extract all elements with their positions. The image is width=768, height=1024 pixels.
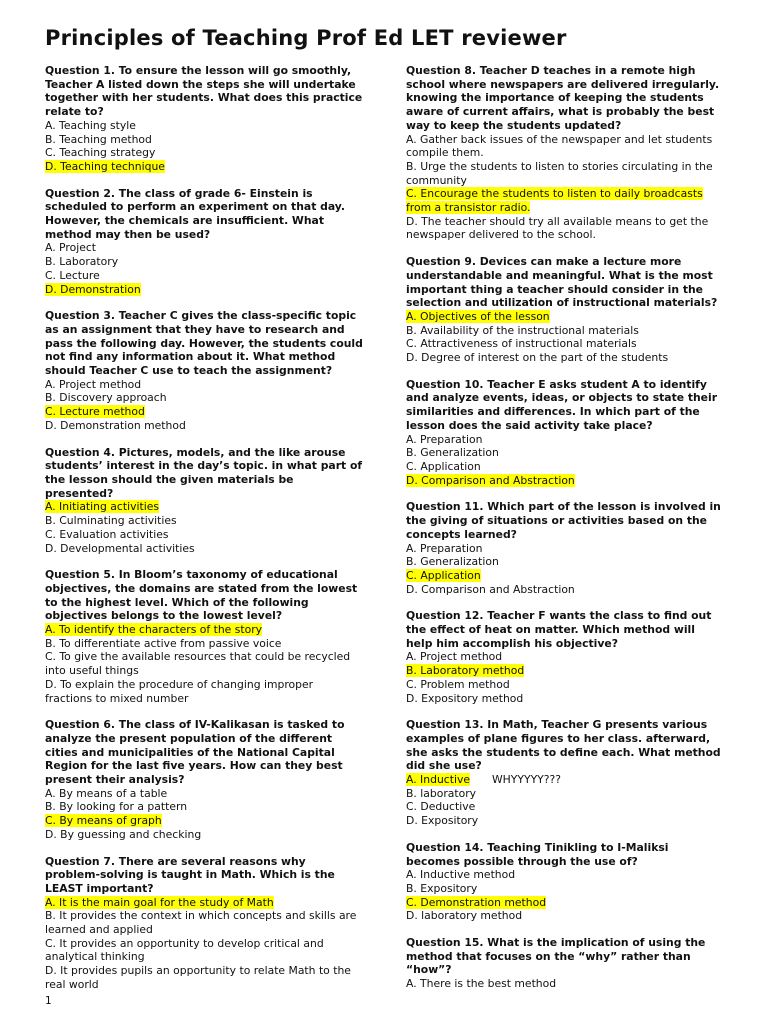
question-block — [45, 855, 363, 992]
answer-option — [406, 814, 724, 828]
handwritten-note: WHYYYYY??? — [492, 773, 561, 787]
option-text: D. By guessing and checking — [45, 827, 202, 841]
question-block — [45, 309, 363, 432]
answer-option — [406, 215, 724, 242]
question-block — [45, 568, 363, 705]
answer-option — [45, 650, 363, 677]
option-text: A. By means of a table — [45, 786, 168, 800]
option-text: A. Teaching style — [45, 118, 136, 132]
option-text: A. Preparation — [406, 432, 483, 446]
question-block — [406, 841, 724, 923]
highlighted-answer-option — [406, 569, 724, 583]
page-number: 1 — [45, 995, 52, 1007]
answer-option — [45, 909, 363, 936]
option-text: B. Urge the students to listen to stories circulating in the community — [406, 159, 713, 187]
answer-option — [406, 324, 724, 338]
option-text: C. Deductive — [406, 800, 476, 814]
option-text: C. Demonstration method — [406, 895, 547, 909]
option-text: A. Initiating activities — [45, 500, 159, 514]
option-text: C. Encourage the students to listen to daily broadcasts from a transistor radio. — [406, 187, 703, 215]
highlighted-answer-option — [45, 623, 363, 637]
option-text: D. Developmental activities — [45, 541, 195, 555]
question-stem: Question 7. There are several reasons why problem-solving is taught in Math. Which is the LEAST important? — [45, 854, 335, 895]
option-text: C. To give the available resources that could be recycled into useful things — [45, 650, 351, 678]
option-text: A. Project method — [406, 650, 503, 664]
option-text: B. Laboratory — [45, 255, 119, 269]
highlighted-answer-option — [406, 664, 724, 678]
question-block — [406, 64, 724, 242]
option-text: B. Culminating activities — [45, 514, 177, 528]
option-text: D. Demonstration method — [45, 418, 186, 432]
question-stem: Question 14. Teaching Tinikling to I-Maliksi becomes possible through the use of? — [406, 840, 669, 868]
option-text: B. Teaching method — [45, 132, 152, 146]
question-block — [45, 64, 363, 174]
answer-option — [45, 419, 363, 433]
option-text: C. Problem method — [406, 677, 510, 691]
answer-option — [406, 446, 724, 460]
answer-option — [406, 542, 724, 556]
option-text: B. Expository — [406, 881, 478, 895]
option-text: C. Teaching strategy — [45, 146, 156, 160]
page-title: Principles of Teaching Prof Ed LET reviewer — [45, 26, 567, 50]
answer-option — [45, 787, 363, 801]
option-text: A. Project method — [45, 377, 142, 391]
option-text: D. To explain the procedure of changing improper fractions to mixed number — [45, 677, 314, 705]
answer-option — [45, 269, 363, 283]
question-stem: Question 5. In Bloom’s taxonomy of educational objectives, the domains are stated from the lowest to the highest level. Which of the following objectives belongs to the lowest level? — [45, 568, 358, 623]
answer-option — [45, 514, 363, 528]
question-block — [406, 378, 724, 488]
option-text: D. Teaching technique — [45, 159, 165, 173]
answer-option — [45, 391, 363, 405]
option-text: D. It provides pupils an opportunity to relate Math to the real world — [45, 964, 351, 991]
answer-option — [406, 351, 724, 365]
option-text: C. Lecture — [45, 268, 100, 282]
question-stem: Question 3. Teacher C gives the class-specific topic as an assignment that they have to research and pass the following day. However, the students could not find any information about it. What method should Teacher C use to teach the assignment? — [45, 309, 363, 378]
question-block — [406, 255, 724, 365]
option-text: C. Evaluation activities — [45, 527, 169, 541]
question-block — [45, 718, 363, 841]
answer-option — [406, 678, 724, 692]
question-stem: Question 10. Teacher E asks student A to identify and analyze events, ideas, or objects to state their similarities and differences. In which part of the lesson does the said activity take place? — [406, 377, 718, 432]
answer-option — [45, 800, 363, 814]
answer-option — [406, 692, 724, 706]
question-block — [406, 936, 724, 991]
highlighted-answer-option — [45, 896, 363, 910]
answer-option — [406, 583, 724, 597]
answer-option — [406, 160, 724, 187]
answer-option — [45, 241, 363, 255]
answer-option — [45, 255, 363, 269]
question-stem: Question 13. In Math, Teacher G presents various examples of plane figures to her class. afterward, she asks the students to define each. What method did she use? — [406, 718, 721, 773]
question-block — [45, 187, 363, 297]
highlighted-answer-option — [406, 310, 724, 324]
answer-option — [406, 868, 724, 882]
answer-option — [406, 337, 724, 351]
answer-option — [406, 787, 724, 801]
highlighted-answer-option — [45, 283, 363, 297]
answer-option — [406, 650, 724, 664]
option-text: A. It is the main goal for the study of Math — [45, 895, 274, 909]
answer-option — [406, 133, 724, 160]
answer-option — [406, 882, 724, 896]
option-text: C. Application — [406, 568, 481, 582]
highlighted-answer-option — [45, 160, 363, 174]
highlighted-answer-option — [45, 500, 363, 514]
question-block — [45, 446, 363, 556]
answer-option — [406, 909, 724, 923]
highlighted-answer-option — [45, 814, 363, 828]
answer-option — [45, 678, 363, 705]
answer-option — [45, 937, 363, 964]
option-text: D. Comparison and Abstraction — [406, 473, 575, 487]
highlighted-answer-option — [406, 773, 724, 787]
question-stem: Question 6. The class of IV-Kalikasan is tasked to analyze the present population of the different cities and municipalities of the National Capital Region for the last five years. How can they best present their analysis? — [45, 718, 345, 787]
question-stem: Question 1. To ensure the lesson will go smoothly, Teacher A listed down the steps she will undertake together with her students. What does this practice relate to? — [45, 64, 363, 119]
option-text: B. Generalization — [406, 555, 499, 569]
answer-option — [45, 637, 363, 651]
highlighted-answer-option — [45, 405, 363, 419]
option-text: B. It provides the context in which concepts and skills are learned and applied — [45, 909, 357, 937]
answer-option — [406, 555, 724, 569]
option-text: B. laboratory — [406, 786, 477, 800]
option-text: C. By means of graph — [45, 814, 162, 828]
question-stem: Question 2. The class of grade 6- Einstein is scheduled to perform an experiment on that day. However, the chemicals are insufficient. What method may then be used? — [45, 186, 345, 241]
option-text: C. Attractiveness of instructional materials — [406, 337, 637, 351]
option-text: D. The teacher should try all available means to get the newspaper delivered to the school. — [406, 214, 709, 242]
left-column — [45, 64, 363, 1005]
option-text: B. Generalization — [406, 446, 499, 460]
answer-option — [45, 528, 363, 542]
question-stem: Question 15. What is the implication of using the method that focuses on the “why” rather than “how”? — [406, 936, 706, 977]
option-text: B. By looking for a pattern — [45, 800, 188, 814]
option-text: A. To identify the characters of the story — [45, 623, 263, 637]
option-text: B. To differentiate active from passive voice — [45, 636, 282, 650]
option-text: C. It provides an opportunity to develop critical and analytical thinking — [45, 936, 324, 964]
question-block — [406, 718, 724, 828]
option-text: A. Gather back issues of the newspaper and let students compile them. — [406, 132, 713, 160]
option-text: A. Inductive method — [406, 868, 516, 882]
option-text: A. Preparation — [406, 541, 483, 555]
option-text: D. Comparison and Abstraction — [406, 582, 575, 596]
question-block — [406, 609, 724, 705]
answer-option — [406, 977, 724, 991]
option-text: B. Discovery approach — [45, 391, 167, 405]
question-stem: Question 12. Teacher F wants the class to find out the effect of heat on matter. Which method will help him accomplish his objective? — [406, 609, 712, 650]
answer-option — [406, 460, 724, 474]
option-text: D. Expository — [406, 814, 479, 828]
option-text: D. Expository method — [406, 691, 524, 705]
question-stem: Question 11. Which part of the lesson is involved in the giving of situations or activities based on the concepts learned? — [406, 500, 721, 541]
highlighted-answer-option — [406, 474, 724, 488]
right-column — [406, 64, 724, 1004]
answer-option — [406, 433, 724, 447]
option-text: D. Degree of interest on the part of the students — [406, 351, 669, 365]
option-text: A. Inductive — [406, 773, 470, 787]
question-stem: Question 8. Teacher D teaches in a remote high school where newspapers are delivered irregularly. knowing the importance of keeping the students aware of current affairs, what is probably the best way to keep the students updated? — [406, 64, 720, 132]
answer-option — [406, 800, 724, 814]
answer-option — [45, 542, 363, 556]
answer-option — [45, 146, 363, 160]
option-text: B. Laboratory method — [406, 664, 525, 678]
option-text: A. There is the best method — [406, 977, 557, 991]
question-stem: Question 9. Devices can make a lecture more understandable and meaningful. What is the most important thing a teacher should consider in the selection and utilization of instructional materials? — [406, 255, 718, 310]
option-text: A. Objectives of the lesson — [406, 309, 550, 323]
question-block — [406, 500, 724, 596]
option-text: D. laboratory method — [406, 909, 523, 923]
option-text: A. Project — [45, 241, 97, 255]
answer-option — [45, 119, 363, 133]
answer-option — [45, 828, 363, 842]
highlighted-answer-option — [406, 896, 724, 910]
answer-option — [45, 133, 363, 147]
option-text: C. Lecture method — [45, 405, 145, 419]
option-text: D. Demonstration — [45, 282, 141, 296]
question-stem: Question 4. Pictures, models, and the like arouse students’ interest in the day’s topic. in what part of the lesson should the given materials be presented? — [45, 445, 363, 500]
option-text: C. Application — [406, 459, 481, 473]
option-text: B. Availability of the instructional materials — [406, 323, 639, 337]
highlighted-answer-option — [406, 187, 724, 214]
answer-option — [45, 964, 363, 991]
answer-option — [45, 378, 363, 392]
